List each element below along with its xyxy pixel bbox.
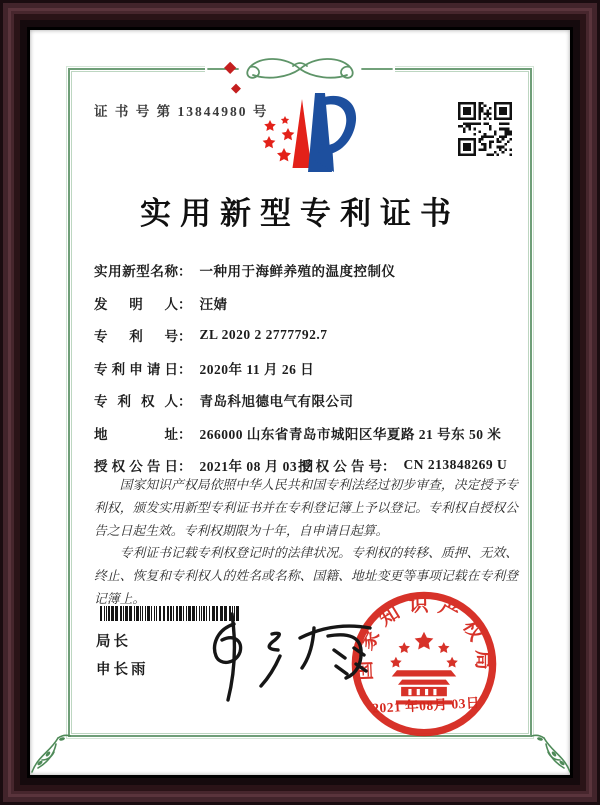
notice-paragraph-2: 专利证书记载专利权登记时的法律状况。专利权的转移、质押、无效、终止、恢复和专利权人的姓名或名称、国籍、地址变更等事项记载在专利登记簿上。 <box>94 546 518 606</box>
field-value: 2021年 08 月 03 日 <box>199 459 315 475</box>
cnipa-logo-icon <box>242 90 362 186</box>
certificate-title: 实用新型专利证书 <box>140 196 460 231</box>
seal-arc-text: 国家知识产权局 <box>353 593 495 681</box>
corner-flourish-icon <box>526 730 570 775</box>
field-row-patentee <box>94 384 524 417</box>
field-colon: ： <box>178 296 192 312</box>
field-value: 汪婧 <box>199 296 228 312</box>
field-row-patent-no <box>94 319 524 352</box>
field-row-inventor <box>94 287 524 320</box>
grant-no-group <box>298 455 507 475</box>
field-row-patent-name <box>94 254 524 287</box>
director-name: 申长雨 <box>96 662 149 678</box>
certificate-page <box>30 30 570 775</box>
field-colon: ： <box>178 329 192 345</box>
red-diamond-ornament: ◆ <box>224 59 237 76</box>
director-block <box>96 628 149 684</box>
field-list <box>94 254 524 482</box>
certificate-number: 证 书 号 第 13844980 号 <box>94 104 269 119</box>
field-colon: ： <box>178 264 192 280</box>
field-label: 专利申请日 <box>94 361 178 377</box>
field-label: 专利权人 <box>94 394 178 410</box>
field-colon: ： <box>382 459 396 475</box>
field-value: 一种用于海鲜养殖的温度控制仪 <box>199 264 396 280</box>
field-label: 实用新型名称 <box>94 264 178 280</box>
notice-paragraph-1: 国家知识产权局依照中华人民共和国专利法经过初步审查，决定授予专利权，颁发实用新型专利证书并在专利登记簿上予以登记。专利权自授权公告之日起生效。专利权期限为十年，自申请日起算。 <box>94 478 518 538</box>
field-row-filing-date <box>94 352 524 385</box>
field-value: 266000 山东省青岛市城阳区华夏路 21 号东 50 米 <box>199 426 502 442</box>
field-label: 授权公告号 <box>298 459 382 475</box>
field-value: 2020年 11 月 26 日 <box>199 361 315 377</box>
field-colon: ： <box>178 459 192 475</box>
field-value: CN 213848269 U <box>403 457 508 473</box>
field-value: ZL 2020 2 2777792.7 <box>199 327 328 343</box>
corner-flourish-icon <box>30 730 76 775</box>
director-title: 局长 <box>96 634 131 650</box>
field-colon: ： <box>178 394 192 410</box>
director-signature <box>188 608 398 708</box>
field-colon: ： <box>178 361 192 377</box>
field-colon: ： <box>178 426 192 442</box>
field-row-address <box>94 417 524 450</box>
field-label: 授权公告日 <box>94 459 178 475</box>
grant-date-group <box>94 455 315 475</box>
field-value: 青岛科旭德电气有限公司 <box>199 394 354 410</box>
field-label: 地址 <box>94 426 178 442</box>
field-label: 专利号 <box>94 329 178 345</box>
field-label: 发明人 <box>94 296 178 312</box>
seal-date: 2021 年08月 03日 <box>371 695 481 716</box>
qr-code <box>458 102 512 156</box>
red-diamond-ornament: ◆ <box>231 80 241 95</box>
